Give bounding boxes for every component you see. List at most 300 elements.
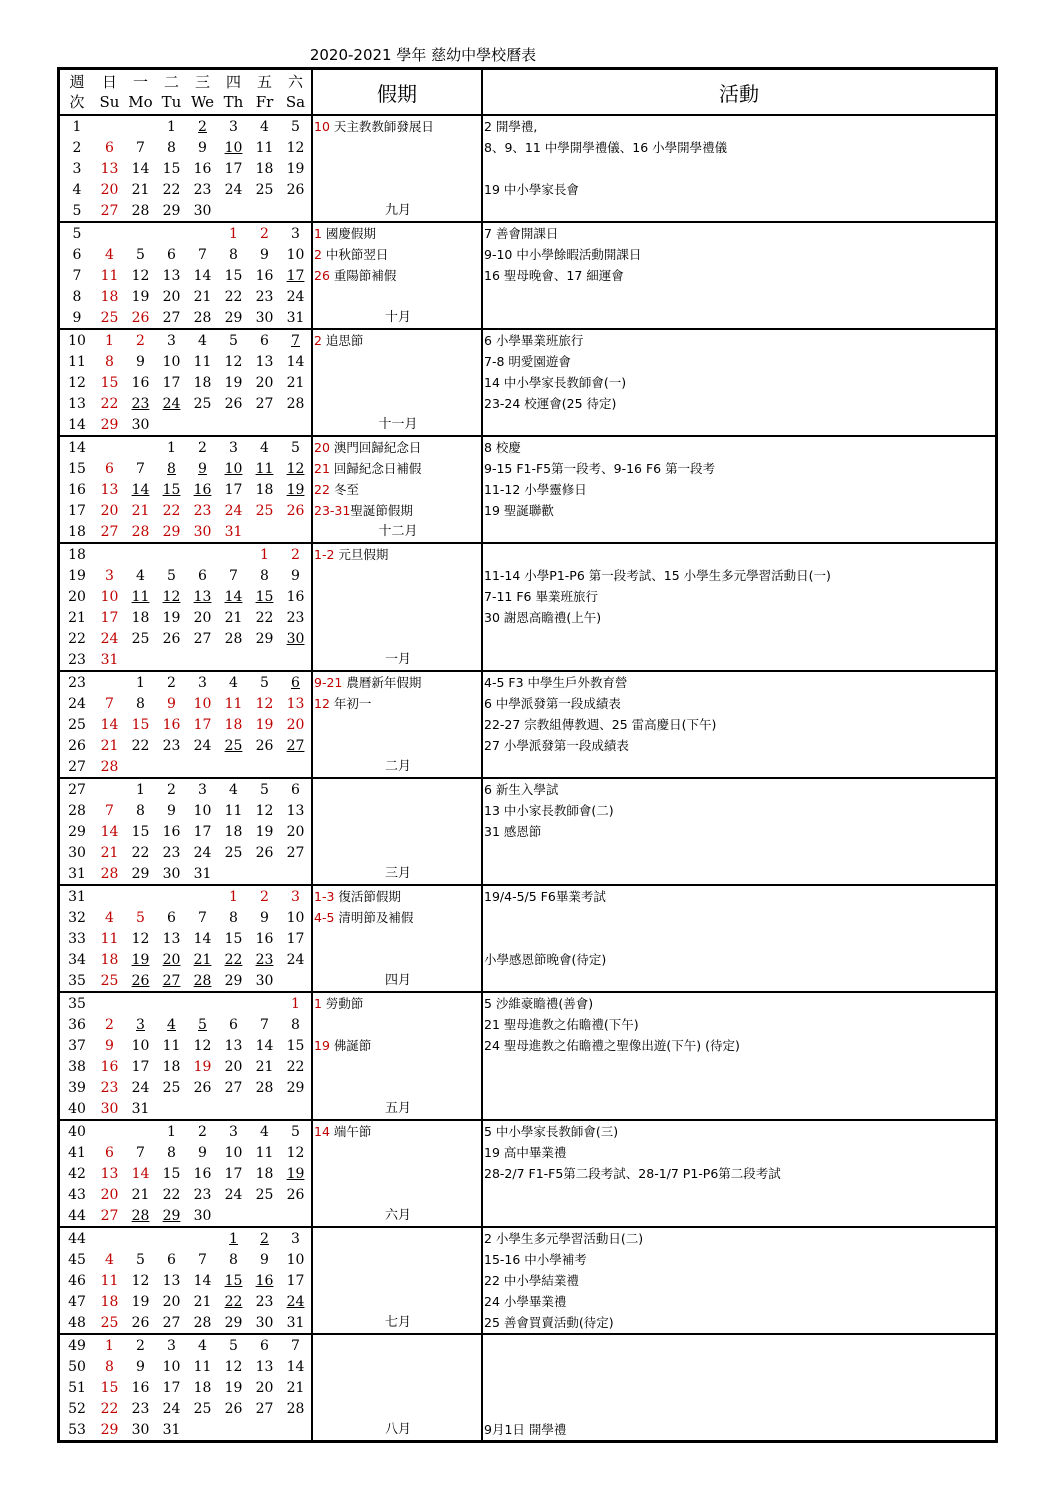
date-cell: 28: [224, 630, 243, 647]
date-cell: 9: [167, 695, 176, 712]
date-cell: 7: [198, 246, 207, 263]
date-cell: 3: [291, 888, 300, 905]
holiday-entry: 1-2 元旦假期: [314, 547, 389, 562]
date-cell: 31: [162, 1421, 181, 1438]
week-number: 52: [68, 1400, 86, 1417]
date-cell: 6: [167, 909, 176, 926]
month-block: [60, 886, 995, 993]
date-cell: 14: [255, 1037, 274, 1054]
date-cell: 7: [198, 909, 207, 926]
activity-entry: 15-16 中小學補考: [484, 1252, 587, 1267]
month-dates: [60, 544, 311, 670]
activity-entry: 11-12 小學靈修日: [484, 482, 587, 497]
date-cell: 24: [100, 630, 119, 647]
date-cell: 17: [162, 374, 181, 391]
date-cell: 7: [105, 695, 114, 712]
date-cell: 3: [136, 1016, 145, 1033]
date-cell: 17: [131, 1058, 150, 1075]
month-name: 五月: [384, 1101, 411, 1116]
activity-entry: 8 校慶: [484, 440, 521, 455]
date-cell: 1: [167, 118, 176, 135]
activity-entry: 6 新生入學試: [484, 782, 559, 797]
month-dates: [60, 672, 311, 777]
week-row: [60, 672, 311, 693]
date-cell: 18: [255, 1165, 274, 1182]
date-cell: 7: [260, 1016, 269, 1033]
date-cell: 17: [286, 267, 305, 284]
holidays-cell: [311, 886, 481, 991]
activity-entry: 9月1日 開學禮: [484, 1422, 567, 1437]
date-cell: 12: [224, 353, 243, 370]
date-cell: 13: [224, 1037, 243, 1054]
date-cell: 14: [193, 930, 212, 947]
date-cell: 20: [100, 181, 119, 198]
week-number: 46: [68, 1272, 86, 1289]
date-cell: 30: [255, 1314, 274, 1331]
date-cell: 28: [131, 202, 150, 219]
date-cell: 23: [255, 951, 274, 968]
date-cell: 9: [198, 1144, 207, 1161]
holiday-entry: 26 重陽節補假: [314, 268, 397, 283]
date-cell: 7: [105, 802, 114, 819]
date-cell: 18: [255, 481, 274, 498]
date-cell: 26: [224, 395, 243, 412]
date-cell: 31: [193, 865, 212, 882]
week-row: [60, 286, 311, 307]
date-cell: 7: [136, 139, 145, 156]
date-cell: 5: [291, 1123, 300, 1140]
week-row: [60, 116, 311, 137]
date-cell: 15: [131, 716, 150, 733]
holidays-cell: [311, 437, 481, 542]
activity-entry: [483, 628, 995, 649]
date-cell: 13: [100, 160, 119, 177]
activity-entry: [483, 414, 995, 435]
date-cell: 25: [100, 309, 119, 326]
week-number: 23: [68, 674, 86, 691]
date-cell: 15: [131, 823, 150, 840]
date-cell: 27: [193, 630, 212, 647]
activity-entry: 13 中小家長教師會(二): [484, 803, 614, 818]
date-cell: 14: [193, 1272, 212, 1289]
week-row: [60, 393, 311, 414]
date-cell: 12: [224, 1358, 243, 1375]
date-cell: 28: [131, 1207, 150, 1224]
date-cell: 15: [162, 1165, 181, 1182]
date-cell: 30: [100, 1100, 119, 1117]
month-name: 七月: [384, 1315, 411, 1330]
date-cell: 3: [198, 674, 207, 691]
activity-entry: 9-10 中小學餘暇活動開課日: [484, 247, 642, 262]
date-cell: 10: [193, 802, 212, 819]
activity-entry: 5 中小學家長教師會(三): [484, 1124, 619, 1139]
holiday-entry: 19 佛誕節: [314, 1038, 372, 1053]
date-cell: 11: [255, 1144, 274, 1161]
week-row: [60, 863, 311, 884]
table-header: [60, 70, 995, 116]
week-row: [60, 1163, 311, 1184]
week-number: 31: [68, 888, 86, 905]
holiday-entry: 1 勞動節: [314, 996, 364, 1011]
week-number: 16: [68, 481, 86, 498]
week-row: [60, 244, 311, 265]
week-row: [60, 372, 311, 393]
week-number: 41: [68, 1144, 86, 1161]
activity-entry: [483, 756, 995, 777]
week-row: [60, 437, 311, 458]
month-dates: [60, 886, 311, 991]
date-cell: 15: [286, 1037, 305, 1054]
week-row: [60, 1270, 311, 1291]
date-cell: 11: [193, 1358, 212, 1375]
activity-entry: 7-11 F6 畢業班旅行: [484, 589, 598, 604]
holiday-entry: [313, 1014, 481, 1035]
date-cell: 9: [167, 802, 176, 819]
holiday-entry: 22 冬至: [314, 482, 359, 497]
date-cell: 19: [131, 951, 150, 968]
activity-entry: 5 沙維豪瞻禮(善會): [484, 996, 594, 1011]
date-cell: 20: [224, 1058, 243, 1075]
date-cell: 26: [286, 181, 305, 198]
activity-entry: [483, 907, 995, 928]
date-cell: 23: [255, 288, 274, 305]
activity-entry: 27 小學派發第一段成績表: [484, 738, 629, 753]
date-cell: 8: [260, 567, 269, 584]
date-cell: 4: [260, 118, 269, 135]
week-row: [60, 458, 311, 479]
month-name: 十二月: [378, 524, 418, 539]
date-cell: 1: [105, 1337, 114, 1354]
activity-entry: 9-15 F1-F5第一段考、9-16 F6 第一段考: [484, 461, 716, 476]
week-number: 20: [68, 588, 86, 605]
month-name: 三月: [384, 866, 411, 881]
week-row: [60, 479, 311, 500]
date-cell: 26: [255, 844, 274, 861]
activity-entry: 6 小學畢業班旅行: [484, 333, 584, 348]
holidays-cell: [311, 330, 481, 435]
month-dates: [60, 223, 311, 328]
date-cell: 21: [131, 1186, 150, 1203]
holidays-cell: [311, 544, 481, 670]
date-cell: 12: [162, 588, 181, 605]
date-cell: 14: [286, 1358, 305, 1375]
week-number: 19: [68, 567, 86, 584]
week-number: 14: [68, 416, 86, 433]
day-header-thu: 四 Th: [223, 73, 244, 111]
date-cell: 12: [131, 1272, 150, 1289]
holiday-entry: 1 國慶假期: [314, 226, 376, 241]
week-row: [60, 970, 311, 991]
activities-cell: [481, 1228, 995, 1333]
week-number: 22: [68, 630, 86, 647]
month-block: [60, 1335, 995, 1440]
date-cell: 22: [100, 1400, 119, 1417]
month-block: [60, 437, 995, 544]
month-dates: [60, 1335, 311, 1440]
week-row: [60, 1035, 311, 1056]
activity-entry: [483, 1377, 995, 1398]
date-cell: 12: [286, 139, 305, 156]
date-cell: 15: [224, 930, 243, 947]
date-cell: 22: [224, 1293, 243, 1310]
date-cell: 21: [193, 951, 212, 968]
date-cell: 29: [224, 309, 243, 326]
date-cell: 1: [229, 1230, 238, 1247]
week-number: 35: [68, 972, 86, 989]
week-row: [60, 521, 311, 542]
week-row: [60, 1184, 311, 1205]
date-cell: 25: [255, 1186, 274, 1203]
date-cell: 5: [198, 1016, 207, 1033]
month-block: [60, 779, 995, 886]
activities-cell: [481, 1121, 995, 1226]
activity-entry: 14 中小學家長教師會(一): [484, 375, 627, 390]
date-cell: 2: [291, 546, 300, 563]
date-cell: 14: [224, 588, 243, 605]
week-number: 39: [68, 1079, 86, 1096]
date-cell: 13: [286, 802, 305, 819]
month-block: [60, 330, 995, 437]
activities-cell: [481, 672, 995, 777]
holidays-header: 假期: [311, 70, 481, 114]
week-row: [60, 1142, 311, 1163]
month-dates: [60, 779, 311, 884]
date-cell: 20: [255, 374, 274, 391]
week-number: 26: [68, 737, 86, 754]
date-cell: 11: [100, 1272, 119, 1289]
week-number: 51: [68, 1379, 86, 1396]
month-name: 六月: [384, 1208, 411, 1223]
week-number: 21: [68, 609, 86, 626]
activities-cell: [481, 993, 995, 1119]
date-cell: 10: [193, 695, 212, 712]
date-cell: 16: [286, 588, 305, 605]
date-cell: 10: [162, 1358, 181, 1375]
week-row: [60, 779, 311, 800]
month-name: 十月: [384, 310, 411, 325]
holidays-cell: [311, 1228, 481, 1333]
date-cell: 11: [100, 267, 119, 284]
month-name: 一月: [384, 652, 411, 667]
week-row: [60, 1419, 311, 1440]
date-cell: 10: [131, 1037, 150, 1054]
date-cell: 19: [162, 609, 181, 626]
week-number: 18: [68, 523, 86, 540]
date-cell: 5: [167, 567, 176, 584]
activity-entry: [483, 1335, 995, 1356]
date-cell: 27: [255, 1400, 274, 1417]
date-cell: 20: [162, 288, 181, 305]
page-title: 2020-2021 學年 慈幼中學校曆表: [309, 46, 537, 64]
week-number: 43: [68, 1186, 86, 1203]
holidays-cell: [311, 223, 481, 328]
date-cell: 29: [286, 1079, 305, 1096]
date-cell: 2: [167, 674, 176, 691]
date-cell: 2: [198, 1123, 207, 1140]
week-number: 37: [68, 1037, 86, 1054]
date-cell: 16: [100, 1058, 119, 1075]
date-cell: 12: [286, 1144, 305, 1161]
date-cell: 6: [167, 246, 176, 263]
date-cell: 19: [224, 1379, 243, 1396]
holidays-cell: [311, 672, 481, 777]
date-cell: 25: [224, 737, 243, 754]
week-number: 49: [68, 1337, 86, 1354]
week-number: 44: [68, 1230, 86, 1247]
date-cell: 21: [100, 737, 119, 754]
date-cell: 9: [291, 567, 300, 584]
day-header-sat: 六 Sa: [285, 73, 306, 111]
date-cell: 1: [291, 995, 300, 1012]
week-row: [60, 307, 311, 328]
activity-entry: 小學感恩節晚會(待定): [484, 952, 607, 967]
date-cell: 2: [105, 1016, 114, 1033]
date-cell: 21: [255, 1058, 274, 1075]
date-cell: 29: [162, 523, 181, 540]
date-cell: 24: [286, 1293, 305, 1310]
activity-entry: 19 高中畢業禮: [484, 1145, 567, 1160]
activities-cell: [481, 779, 995, 884]
holiday-entry: 4-5 清明節及補假: [314, 910, 414, 925]
date-cell: 25: [100, 972, 119, 989]
date-cell: 15: [224, 267, 243, 284]
date-cell: 27: [224, 1079, 243, 1096]
week-row: [60, 158, 311, 179]
date-cell: 3: [167, 1337, 176, 1354]
date-cell: 13: [100, 481, 119, 498]
date-cell: 19: [255, 823, 274, 840]
date-cell: 19: [255, 716, 274, 733]
date-cell: 29: [224, 972, 243, 989]
date-cell: 31: [100, 651, 119, 668]
activity-entry: 24 聖母進教之佑瞻禮之聖像出遊(下午) (待定): [484, 1038, 740, 1053]
week-number: 5: [72, 202, 82, 219]
activity-entry: [483, 970, 995, 991]
date-cell: 4: [229, 674, 238, 691]
activity-entry: 11-14 小學P1-P6 第一段考試、15 小學生多元學習活動日(一): [484, 568, 831, 583]
date-cell: 3: [229, 439, 238, 456]
date-cell: 13: [162, 930, 181, 947]
week-row: [60, 907, 311, 928]
date-cell: 11: [162, 1037, 181, 1054]
activities-cell: [481, 886, 995, 991]
date-cell: 27: [286, 737, 305, 754]
date-cell: 31: [224, 523, 243, 540]
date-cell: 1: [105, 332, 114, 349]
date-cell: 4: [136, 567, 145, 584]
date-cell: 25: [162, 1079, 181, 1096]
activity-entry: 22-27 宗教組傳教週、25 雷高慶日(下午): [484, 717, 717, 732]
activity-entry: 24 小學畢業禮: [484, 1294, 567, 1309]
date-cell: 24: [162, 1400, 181, 1417]
activity-entry: 23-24 校運會(25 待定): [484, 396, 617, 411]
date-cell: 25: [100, 1314, 119, 1331]
week-number: 17: [68, 502, 86, 519]
date-cell: 1: [167, 439, 176, 456]
date-cell: 18: [100, 288, 119, 305]
date-cell: 20: [286, 716, 305, 733]
week-row: [60, 1056, 311, 1077]
date-cell: 6: [198, 567, 207, 584]
date-cell: 8: [167, 1144, 176, 1161]
date-cell: 8: [291, 1016, 300, 1033]
date-cell: 25: [131, 630, 150, 647]
activity-entry: [483, 1356, 995, 1377]
date-cell: 23: [162, 844, 181, 861]
week-row: [60, 886, 311, 907]
date-cell: 14: [193, 267, 212, 284]
activity-entry: 4-5 F3 中學生戶外教育營: [484, 675, 628, 690]
date-cell: 31: [131, 1100, 150, 1117]
date-cell: 6: [229, 1016, 238, 1033]
date-cell: 26: [131, 972, 150, 989]
date-cell: 3: [105, 567, 114, 584]
date-cell: 24: [162, 395, 181, 412]
date-cell: 9: [136, 353, 145, 370]
date-cell: 28: [286, 1400, 305, 1417]
school-calendar-table: [57, 67, 998, 1443]
activity-entry: [483, 200, 995, 221]
date-cell: 13: [162, 1272, 181, 1289]
holiday-entry: 1-3 復活節假期: [314, 889, 401, 904]
activity-entry: [483, 521, 995, 542]
week-number: 8: [72, 288, 82, 305]
week-number: 44: [68, 1207, 86, 1224]
week-number: 47: [68, 1293, 86, 1310]
date-cell: 21: [100, 844, 119, 861]
date-cell: 23: [286, 609, 305, 626]
holidays-cell: [311, 1121, 481, 1226]
week-row: [60, 1098, 311, 1119]
date-cell: 6: [105, 460, 114, 477]
date-cell: 14: [100, 716, 119, 733]
date-cell: 20: [255, 1379, 274, 1396]
date-cell: 27: [162, 1314, 181, 1331]
date-cell: 14: [131, 160, 150, 177]
date-cell: 30: [255, 972, 274, 989]
date-cell: 24: [286, 288, 305, 305]
date-cell: 20: [286, 823, 305, 840]
date-cell: 11: [224, 802, 243, 819]
week-row: [60, 1228, 311, 1249]
date-cell: 9: [198, 139, 207, 156]
date-cell: 7: [198, 1251, 207, 1268]
date-cell: 19: [286, 1165, 305, 1182]
date-cell: 10: [286, 1251, 305, 1268]
date-cell: 5: [229, 332, 238, 349]
date-cell: 16: [193, 481, 212, 498]
date-cell: 9: [136, 1358, 145, 1375]
week-row: [60, 1312, 311, 1333]
week-number: 14: [68, 439, 86, 456]
activity-entry: [483, 286, 995, 307]
date-cell: 12: [286, 460, 305, 477]
week-row: [60, 1077, 311, 1098]
activity-entry: 31 感恩節: [484, 824, 542, 839]
week-number: 27: [68, 758, 86, 775]
week-row: [60, 842, 311, 863]
date-cell: 24: [131, 1079, 150, 1096]
activity-entry: 2 小學生多元學習活動日(二): [484, 1231, 644, 1246]
date-cell: 30: [162, 865, 181, 882]
activity-entry: 2 開學禮,: [484, 119, 538, 134]
activity-entry: 19 聖誕聯歡: [484, 503, 554, 518]
holiday-entry: 9-21 農曆新年假期: [314, 675, 422, 690]
date-cell: 6: [260, 332, 269, 349]
date-cell: 2: [167, 781, 176, 798]
date-cell: 25: [255, 502, 274, 519]
date-cell: 23: [100, 1079, 119, 1096]
